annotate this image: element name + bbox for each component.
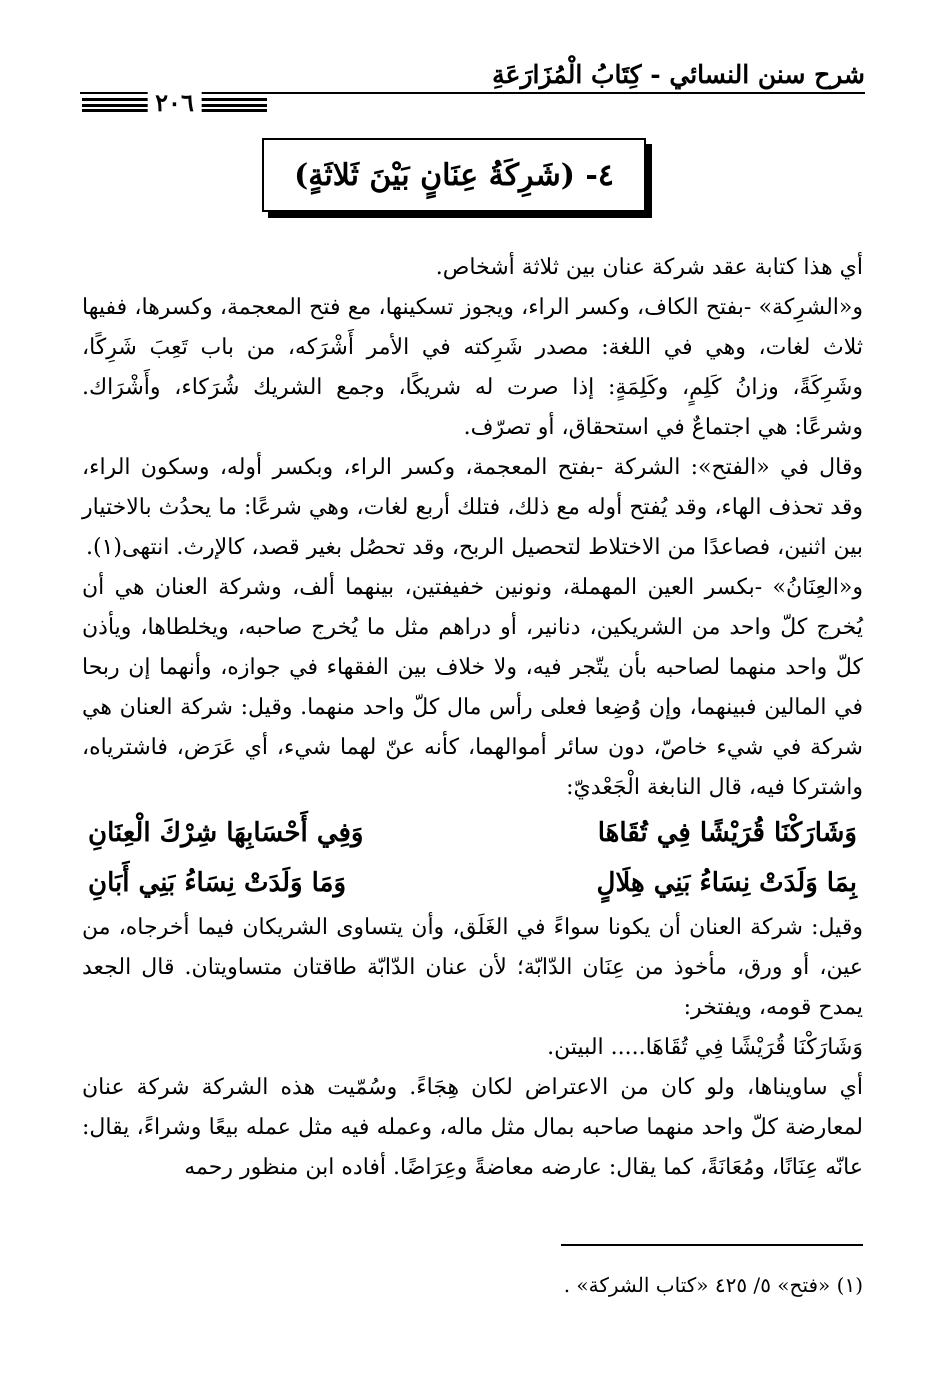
paragraph: وقيل: شركة العنان أن يكونا سواءً في الغَلَق، وأن يتساوى الشريكان فيما أخرجاه، من عين، أو ورق، مأخوذ من عِنَان الدّابّة؛ لأن عنان الدّابّة طاقتان متساويتان. قال الجعد يمدح قومه، ويفتخر: (82, 915, 863, 1020)
verse-second-hemistich: وَمَا وَلَدَتْ نِسَاءُ بَنِي أَبَانِ (88, 868, 347, 898)
verse-first-hemistich: وَشَارَكْنَا قُرَيْشًا فِي تُقَاهَا (597, 818, 857, 848)
verse-second-hemistich: وَفِي أَحْسَابِهَا شِرْكَ الْعِنَانِ (88, 818, 364, 848)
footnote-separator (561, 1244, 863, 1246)
poetry-verse (82, 808, 863, 858)
paragraph: أي هذا كتابة عقد شركة عنان بين ثلاثة أشخاص. (435, 255, 863, 280)
footnote: (١) «فتح» ٥/ ٤٢٥ «كتاب الشركة» . (563, 1273, 863, 1297)
page-number: ٢٠٦ (147, 92, 202, 114)
paragraph: و«الشرِكة» -بفتح الكاف، وكسر الراء، ويجوز تسكينها، مع فتح المعجمة، وكسرها، ففيها ثلاث لغات، وهي في اللغة: مصدر شَرِكته في الأمر أَشْرَكه، من باب تَعِبَ شَرِكًا، وشَرِكَةً، وزانُ كَلِمٍ، وكَلِمَةٍ: إذا صرت له شريكًا، وجمع الشريك شُرَكاء، وأَشْرَاك. وشرعًا: هي اجتماعٌ في استحقاق، أو تصرّف. (82, 295, 863, 440)
running-title: شرح سنن النسائي - كِتَابُ الْمُزَارَعَةِ (492, 60, 865, 89)
verse-first-hemistich: بِمَا وَلَدَتْ نِسَاءُ بَنِي هِلَالٍ (596, 868, 857, 898)
body-text (82, 248, 863, 1188)
page-number-block (82, 88, 267, 117)
paragraph: وقال في «الفتح»: الشركة -بفتح المعجمة، وكسر الراء، وبكسر أوله، وسكون الراء، وقد تحذف الهاء، وقد يُفتح أوله مع ذلك، فتلك أربع لغات، وهي شرعًا: ما يحدُث بالاختيار بين اثنين، فصاعدًا من الاختلاط لتحصيل الربح، وقد تحصُل بغير قصد، كالإرث. انتهى(١). (82, 455, 863, 560)
section-heading: ٤- (شَرِكَةُ عِنَانٍ بَيْنَ ثَلاثَةٍ) (294, 157, 614, 193)
running-header (80, 58, 865, 92)
poetry-verse (82, 858, 863, 908)
section-heading-box (262, 138, 646, 212)
paragraph: و«العِنَانُ» -بكسر العين المهملة، ونونين خفيفتين، بينهما ألف، وشركة العنان هي أن يُخرج كلّ واحد من الشريكين، دنانير، أو دراهم مثل ما يُخرج صاحبه، ويخلطاها، ويأذن كلّ واحد منهما لصاحبه بأن يتّجر فيه، ولا خلاف بين الفقهاء في جوازه، وأنهما إن ربحا في المالين فبينهما، وإن وُضِعا فعلى رأس مال كلّ واحد منهما. وقيل: شركة العنان هي شركة في شيء خاصّ، دون سائر أموالهما، كأنه عنّ لهما شيء، أي عَرَض، فاشترياه، واشتركا فيه، قال النابغة الْجَعْديّ: (82, 575, 863, 800)
paragraph: أي ساويناها، ولو كان من الاعتراض لكان هِجَاءً. وسُمّيت هذه الشركة شركة عنان لمعارضة كلّ واحد منهما صاحبه بمال مثل ماله، وعمله فيه مثل عمله بيعًا وشراءً، يقال: عانّه عِنَانًا، ومُعَانَةً، كما يقال: عارضه معاضةً وعِرَاضًا. أفاده ابن منظور رحمه (82, 1075, 863, 1180)
paragraph: وَشَارَكْنَا قُرَيْشًا فِي تُقَاهَا..... البيتن. (547, 1035, 863, 1060)
